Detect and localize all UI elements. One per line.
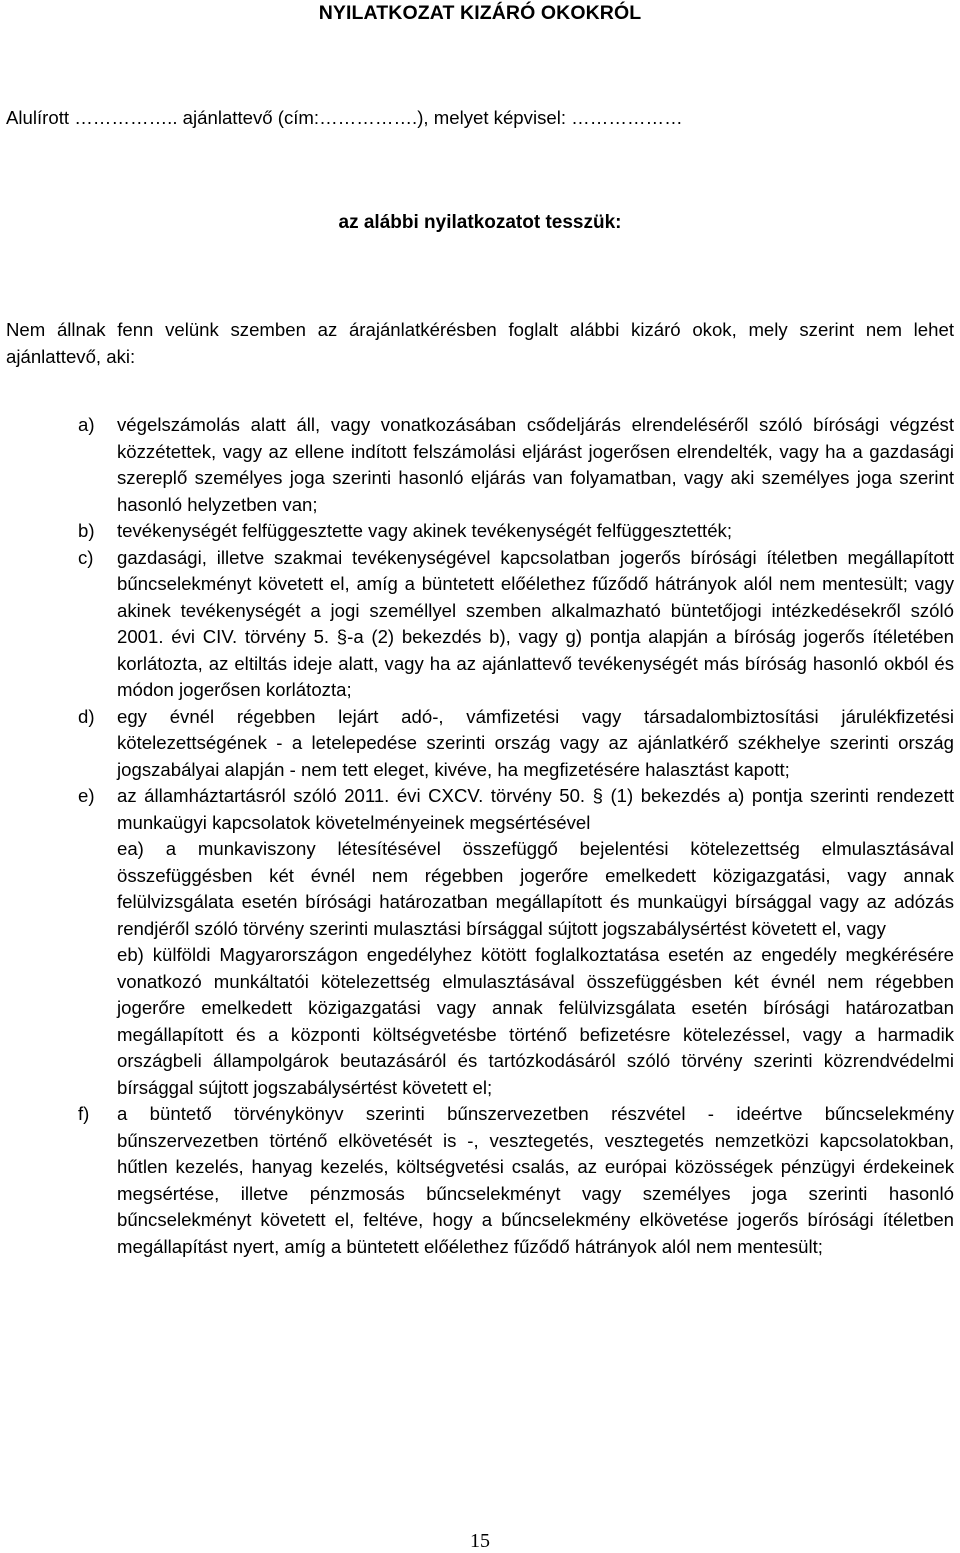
list-item-c <box>78 545 954 704</box>
list-item-b <box>78 518 954 545</box>
list-item-a <box>78 412 954 518</box>
list-item-text: tevékenységét felfüggesztette vagy akinek tevékenységét felfüggesztették; <box>117 520 733 541</box>
declaration-subtitle: az alábbi nyilatkozatot tesszük: <box>338 212 622 233</box>
intro-text: Alulírott …………….. ajánlattevő (cím:…………….), melyet képvisel: ……………… <box>6 107 683 128</box>
list-item-text: végelszámolás alatt áll, vagy vonatkozásában csődeljárás elrendeléséről szóló bírósági végzést közzétettek, vagy az ellene indított felszámolási eljárást jogerősen elrendelték, vagy ha a gazdasági szereplő személyes joga szerinti hasonló eljárás van folyamatban, vagy aki személyes joga szerint hasonló helyzetben van; <box>117 414 954 515</box>
sub-item-ea: ea) a munkaviszony létesítésével összefüggő bejelentési kötelezettség elmulasztásával összefüggésben két évnél nem régebben jogerőre emelkedett közigazgatási, vagy annak felülvizsgálata esetén bírósági határozatban megállapított és munkaügyi bírsággal vagy az adózás rendjéről szóló törvény szerinti mulasztási bírsággal sújtott jogszabálysértést követett el, vagy <box>117 838 954 939</box>
list-item-e <box>78 783 954 1101</box>
exclusion-paragraph: Nem állnak fenn velünk szemben az árajánlatkérésben foglalt alábbi kizáró okok, mely szerint nem lehet ajánlattevő, aki: <box>6 319 954 367</box>
list-item-text: gazdasági, illetve szakmai tevékenységével kapcsolatban jogerős bírósági ítéletben megállapított bűncselekményt követett el, amíg a büntetett előélethez fűződő hátrányok alól nem mentesült; vagy akinek tevékenységét a jogi személlyel szemben alkalmazható büntetőjogi intézkedésekről szóló 2001. évi CIV. törvény 5. §-a (2) bekezdés b), vagy g) pontja alapján a bíróság jogerős ítéletében korlátozta, az eltiltás ideje alatt, vagy ha az ajánlattevő tevékenységét más bíróság hasonló okból és módon jogerősen korlátozta; <box>117 546 954 700</box>
list-item-d <box>78 704 954 784</box>
list-item-letter: d) <box>78 705 95 727</box>
list-item-letter: b) <box>78 520 95 541</box>
page-number: 15 <box>470 1530 490 1552</box>
list-item-letter: a) <box>78 414 95 435</box>
document-title: NYILATKOZAT KIZÁRÓ OKOKRÓL <box>318 2 642 24</box>
list-item-text: egy évnél régebben lejárt adó-, vámfizetési vagy társadalombiztosítási járulékfizetési kötelezettségének - a letelepedése szerinti ország vagy az ajánlatkérő székhelye szerinti ország jogszabályai alapján - nem tett eleget, kivéve, ha megfizetésére halasztást kapott; <box>117 705 954 780</box>
list-item-f <box>78 1101 954 1260</box>
list-item-text: az államháztartásról szóló 2011. évi CXCV. törvény 50. § (1) bekezdés a) pontja szerinti rendezett munkaügyi kapcsolatok követelményeinek megsértésével <box>117 785 954 833</box>
list-item-letter: c) <box>78 546 94 568</box>
exclusion-list <box>78 412 954 1260</box>
list-item-text: a büntető törvénykönyv szerinti bűnszervezetben részvétel - ideértve bűncselekmény bűnszervezetben történő elkövetését is -, vesztegetés, vesztegetés nemzetközi kapcsolatokban, hűtlen kezelés, hanyag kezelés, költségvetési csalás, az európai közösségek pénzügyi érdekeinek megsértése, illetve pénzmosás bűncselekményt vagy személyes joga szerinti hasonló bűncselekményt követett el, feltéve, hogy a bűncselekmény elkövetése jogerős bírósági ítéletben megállapítást nyert, amíg a büntetett előélethez fűződő hátrányok alól nem mentesült; <box>117 1103 954 1257</box>
list-item-letter: f) <box>78 1103 90 1124</box>
sub-item-eb: eb) külföldi Magyarországon engedélyhez kötött foglalkoztatása esetén az engedély megkérésére vonatkozó munkáltatói kötelezettség elmulasztásával összefüggésben két évnél nem régebben jogerőre emelkedett közigazgatási vagy annak felülvizsgálata esetén bírósági határozatban megállapított és a központi költségvetésbe történő befizetésre kötelezéssel, vagy a harmadik országbeli állampolgárok beutazásáról és tartózkodásáról szóló törvény szerinti közrendvédelmi bírsággal sújtott jogszabálysértést követett el; <box>117 944 954 1098</box>
list-item-letter: e) <box>78 785 95 806</box>
